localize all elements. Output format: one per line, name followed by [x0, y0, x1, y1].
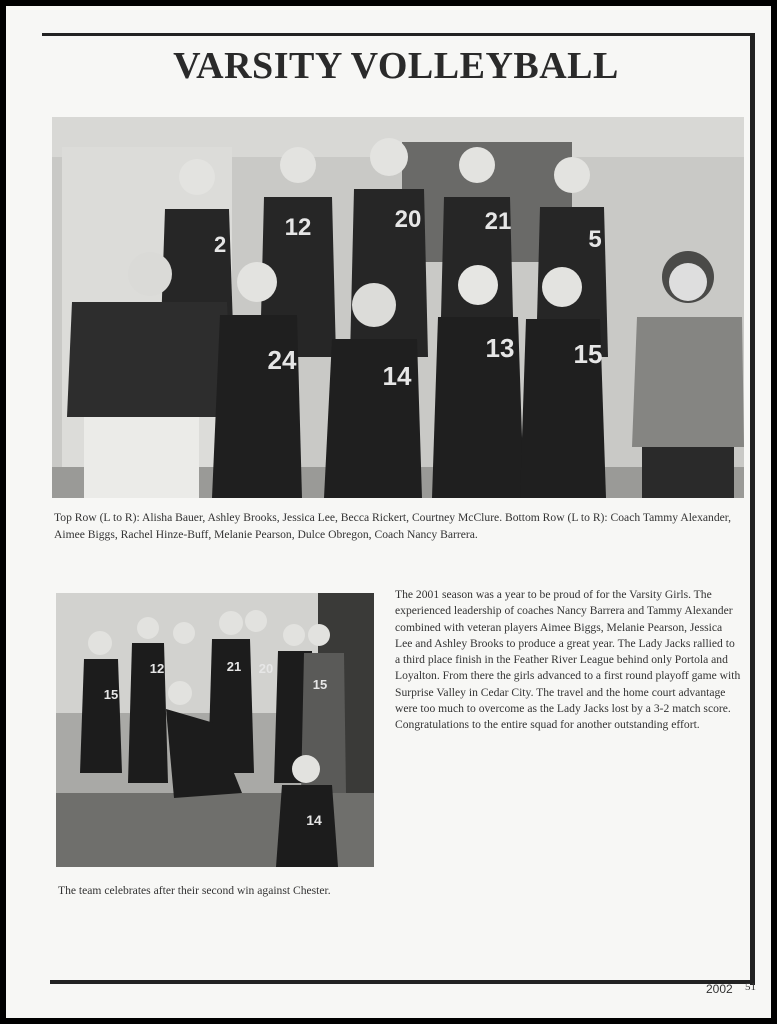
- celebration-photo: [56, 593, 374, 867]
- celebration-photo-illustration: [56, 593, 374, 867]
- jersey-number: 12: [284, 214, 312, 241]
- jersey-number: 20: [258, 661, 274, 676]
- jersey-number: 2: [214, 232, 227, 257]
- jersey-number: 5: [588, 226, 602, 253]
- frame-bottom-border: [50, 980, 755, 984]
- page-number: 51: [745, 981, 756, 993]
- jersey-number: 15: [312, 677, 328, 692]
- jersey-number: 15: [103, 687, 119, 702]
- team-photo-illustration: [52, 117, 744, 498]
- jersey-number: 20: [394, 206, 422, 233]
- celebration-photo-caption: The team celebrates after their second win against Chester.: [58, 884, 331, 897]
- team-photo: [52, 117, 744, 498]
- jersey-number: 14: [306, 812, 322, 828]
- team-photo-caption: Top Row (L to R): Alisha Bauer, Ashley Brooks, Jessica Lee, Becca Rickert, Courtney McClure. Bottom Row (L to R): Coach Tammy Alexander, Aimee Biggs, Rachel Hinze-Buff, Melanie Pearson, Dulce Obregon, Coach Nancy Barrera.: [54, 511, 732, 541]
- page-title: VARSITY VOLLEYBALL: [173, 45, 619, 87]
- jersey-number: 13: [485, 333, 515, 363]
- jersey-number: 21: [226, 659, 242, 674]
- frame-top-border: [42, 33, 755, 36]
- yearbook-page: [6, 6, 771, 1018]
- jersey-number: 14: [382, 361, 412, 391]
- frame-right-border: [750, 33, 755, 985]
- jersey-number: 12: [149, 661, 165, 676]
- season-story: The 2001 season was a year to be proud of for the Varsity Girls. The experienced leadership of coaches Nancy Barrera and Tammy Alexander combined with veteran players Aimee Biggs, Melanie Pearson, Jessica Lee and Ashley Brooks to produce a great year. The Lady Jacks rallied to a third place finish in the Feather River League behind only Portola and Loyalton. From there the girls advanced to a first round playoff game with Surprise Valley in Cedar City. The travel and the home court advantage were too much to overcome as the Lady Jacks lost by a 3-2 match score. Congratulations to the entire squad for another outstanding effort.: [395, 588, 741, 732]
- footer-year: 2002: [706, 982, 733, 996]
- jersey-number: 21: [484, 208, 512, 235]
- jersey-number: 15: [573, 339, 603, 369]
- jersey-number: 24: [267, 345, 297, 375]
